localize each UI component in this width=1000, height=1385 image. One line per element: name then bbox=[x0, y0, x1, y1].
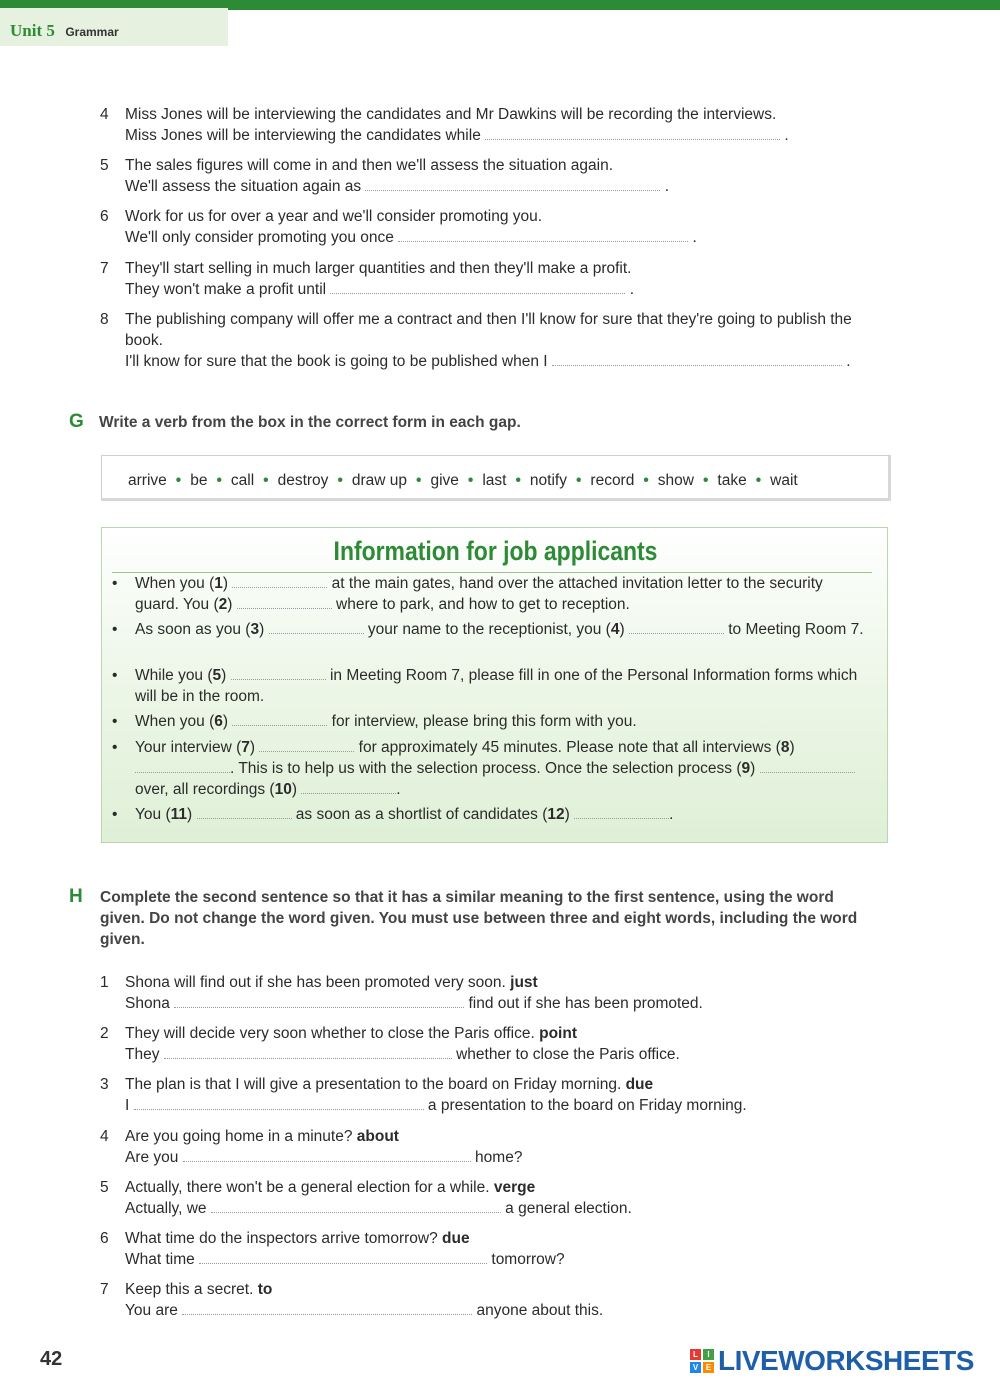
exercise-item bbox=[100, 258, 890, 300]
info-bullet bbox=[112, 711, 864, 732]
answer-end: home? bbox=[470, 1149, 523, 1166]
answer-sentence bbox=[125, 993, 890, 1014]
answer-sentence bbox=[125, 1300, 890, 1321]
item-body bbox=[125, 1023, 890, 1065]
bullet-dot: • bbox=[112, 575, 118, 592]
prompt-sentence bbox=[125, 1074, 890, 1095]
info-bullet bbox=[112, 573, 864, 615]
bullet-fragment: as soon as a shortlist of candidates bbox=[291, 806, 543, 823]
answer-end: find out if she has been promoted. bbox=[464, 995, 703, 1012]
item-body bbox=[125, 1279, 890, 1321]
bullet-fragment: to Meeting Room 7. bbox=[723, 621, 864, 638]
answer-sentence bbox=[125, 1147, 890, 1168]
answer-start: They bbox=[125, 1046, 164, 1063]
word-separator: • bbox=[643, 472, 649, 489]
bullet-fragment: When you bbox=[135, 713, 210, 730]
answer-start: I bbox=[125, 1097, 134, 1114]
answer-start: They won't make a profit until bbox=[125, 281, 331, 298]
gap-number: (9) bbox=[736, 760, 760, 777]
prompt-sentence: The sales figures will come in and then we'll assess the situation again. bbox=[125, 157, 614, 174]
section-g-instruction: Write a verb from the box in the correct form in each gap. bbox=[99, 414, 521, 431]
word-separator: • bbox=[216, 472, 222, 489]
bullet-text bbox=[135, 804, 864, 825]
bullet-fragment: at the main gates, hand over the attached invitation letter to the security guard. You bbox=[135, 575, 823, 613]
answer-start: We'll assess the situation again as bbox=[125, 178, 366, 195]
gap-number: (12) bbox=[542, 806, 575, 823]
word-separator: • bbox=[263, 472, 269, 489]
key-word: point bbox=[539, 1025, 577, 1042]
info-bullet bbox=[112, 619, 864, 640]
section-h-instruction: Complete the second sentence so that it has a similar meaning to the first sentence, using the word given. Do not change the word given. You must use between three and eight words, including the word given. bbox=[100, 889, 858, 948]
bullet-fragment: over, all recordings bbox=[135, 781, 270, 798]
prompt-sentence: They'll start selling in much larger quantities and then they'll make a profit. bbox=[125, 260, 632, 277]
answer-gap[interactable] bbox=[211, 1198, 501, 1213]
item-number: 8 bbox=[100, 311, 109, 328]
answer-end: whether to close the Paris office. bbox=[451, 1046, 680, 1063]
answer-gap[interactable] bbox=[183, 1147, 471, 1162]
transformation-item bbox=[100, 1126, 890, 1168]
prompt-sentence bbox=[125, 1126, 890, 1147]
box-word: draw up bbox=[351, 472, 408, 489]
box-word: last bbox=[482, 472, 507, 489]
item-body bbox=[125, 104, 890, 146]
prompt-sentence bbox=[125, 1279, 890, 1300]
word-box bbox=[101, 455, 891, 501]
page-number: 42 bbox=[40, 1348, 63, 1370]
answer-sentence bbox=[125, 125, 890, 146]
answer-gap[interactable] bbox=[301, 779, 396, 794]
answer-start: What time bbox=[125, 1251, 200, 1268]
bullet-fragment: While you bbox=[135, 667, 208, 684]
gap-number: (2) bbox=[213, 596, 237, 613]
answer-sentence bbox=[125, 1095, 890, 1116]
item-number: 5 bbox=[100, 1179, 109, 1196]
item-body bbox=[125, 1126, 890, 1168]
prompt-sentence: The publishing company will offer me a contract and then I'll know for sure that they're going to publish the book. bbox=[125, 311, 852, 349]
answer-gap[interactable] bbox=[629, 619, 724, 634]
info-title: Information for job applicants bbox=[333, 536, 658, 566]
sentence-text: The plan is that I will give a presentation to the board on Friday morning. bbox=[125, 1076, 626, 1093]
sentence-text: They will decide very soon whether to close the Paris office. bbox=[125, 1025, 540, 1042]
answer-start: We'll only consider promoting you once bbox=[125, 229, 399, 246]
gap-number: (4) bbox=[605, 621, 629, 638]
answer-gap[interactable] bbox=[398, 227, 688, 242]
bullet-fragment: Your interview bbox=[135, 739, 237, 756]
bullet-fragment: . bbox=[669, 806, 674, 823]
bullet-dot: • bbox=[112, 806, 118, 823]
item-number: 3 bbox=[100, 1076, 109, 1093]
prompt-sentence bbox=[125, 1023, 890, 1044]
sentence-text: What time do the inspectors arrive tomorrow? bbox=[125, 1230, 443, 1247]
answer-sentence bbox=[125, 1198, 890, 1219]
item-body bbox=[125, 206, 890, 248]
gap-number: (11) bbox=[165, 806, 197, 823]
bullet-fragment: your name to the receptionist, you bbox=[363, 621, 606, 638]
key-word: due bbox=[442, 1230, 470, 1247]
box-word: give bbox=[430, 472, 459, 489]
gap-number: (8) bbox=[775, 739, 795, 756]
answer-start: Actually, we bbox=[125, 1200, 211, 1217]
unit-label: Unit 5 bbox=[10, 21, 55, 40]
answer-end: . bbox=[780, 127, 789, 144]
bullet-fragment: where to park, and how to get to reception. bbox=[331, 596, 630, 613]
answer-gap[interactable] bbox=[232, 711, 327, 726]
prompt-sentence: Work for us for over a year and we'll consider promoting you. bbox=[125, 208, 543, 225]
section-label: Grammar bbox=[65, 25, 119, 39]
answer-sentence bbox=[125, 1249, 890, 1270]
word-separator: • bbox=[702, 472, 709, 489]
bullet-text bbox=[135, 573, 864, 615]
bullet-fragment: for interview, please bring this form with you. bbox=[327, 713, 637, 730]
item-body bbox=[125, 258, 890, 300]
transformation-item bbox=[100, 1023, 890, 1065]
bullet-text bbox=[135, 665, 864, 707]
exercise-item bbox=[100, 206, 890, 248]
answer-sentence bbox=[125, 176, 890, 197]
bullet-dot: • bbox=[112, 713, 118, 730]
answer-gap[interactable] bbox=[174, 993, 464, 1008]
answer-gap[interactable] bbox=[232, 573, 327, 588]
exercise-item bbox=[100, 155, 890, 197]
prompt-sentence bbox=[125, 1228, 890, 1249]
prompt-sentence bbox=[125, 1177, 890, 1198]
answer-sentence bbox=[125, 1044, 890, 1065]
answer-gap[interactable] bbox=[552, 351, 842, 366]
answer-end: a presentation to the board on Friday morning. bbox=[423, 1097, 747, 1114]
answer-gap[interactable] bbox=[269, 619, 364, 634]
gap-number: (5) bbox=[207, 667, 231, 684]
answer-gap[interactable] bbox=[231, 665, 326, 680]
word-separator: • bbox=[515, 472, 521, 489]
box-word: take bbox=[717, 472, 747, 489]
word-separator: • bbox=[416, 472, 422, 489]
answer-end: . bbox=[660, 178, 670, 195]
item-number: 5 bbox=[100, 157, 109, 174]
transformation-item bbox=[100, 1279, 890, 1321]
answer-end: a general election. bbox=[500, 1200, 632, 1217]
item-number: 4 bbox=[100, 106, 109, 123]
transformation-item bbox=[100, 972, 890, 1014]
item-number: 7 bbox=[100, 1281, 109, 1298]
exercise-item bbox=[100, 104, 890, 146]
answer-start: You are bbox=[125, 1302, 183, 1319]
answer-gap[interactable] bbox=[164, 1044, 452, 1059]
answer-gap[interactable] bbox=[237, 594, 332, 609]
answer-sentence bbox=[125, 227, 890, 248]
answer-sentence bbox=[125, 279, 890, 300]
box-word: notify bbox=[529, 472, 567, 489]
answer-end: . bbox=[841, 353, 851, 370]
bullet-fragment: . This is to help us with the selection process. Once the selection process bbox=[230, 760, 737, 777]
item-body bbox=[125, 1228, 890, 1270]
key-word: to bbox=[257, 1281, 273, 1298]
info-bullet bbox=[112, 737, 864, 800]
bullet-fragment: for approximately 45 minutes. Please note that all interviews bbox=[354, 739, 776, 756]
answer-end: anyone about this. bbox=[472, 1302, 604, 1319]
answer-gap[interactable] bbox=[365, 176, 660, 191]
answer-gap[interactable] bbox=[330, 279, 625, 294]
bullet-text bbox=[135, 711, 864, 732]
box-word: wait bbox=[770, 472, 798, 489]
bullet-dot: • bbox=[112, 621, 118, 638]
item-body bbox=[125, 972, 890, 1014]
answer-gap[interactable] bbox=[197, 804, 292, 819]
box-word: destroy bbox=[277, 472, 329, 489]
word-separator: • bbox=[175, 472, 182, 489]
answer-start: Miss Jones will be interviewing the candidates while bbox=[125, 127, 486, 144]
answer-start: Shona bbox=[125, 995, 175, 1012]
sentence-text: Are you going home in a minute? bbox=[125, 1128, 357, 1145]
bullet-fragment: When you bbox=[135, 575, 210, 592]
answer-gap[interactable] bbox=[259, 737, 354, 752]
key-word: due bbox=[625, 1076, 654, 1093]
sentence-text: Actually, there won't be a general election for a while. bbox=[125, 1179, 494, 1196]
item-number: 6 bbox=[100, 208, 109, 225]
info-bullet bbox=[112, 804, 864, 825]
logo-icon: L I V E bbox=[690, 1349, 714, 1373]
answer-gap[interactable] bbox=[135, 758, 230, 773]
gap-number: (6) bbox=[209, 713, 233, 730]
exercise-item bbox=[100, 309, 890, 372]
prompt-sentence bbox=[125, 972, 890, 993]
bullet-dot: • bbox=[112, 739, 118, 756]
bullet-fragment: You bbox=[135, 806, 166, 823]
info-box bbox=[101, 527, 888, 843]
key-word: just bbox=[510, 974, 538, 991]
bullet-fragment: As soon as you bbox=[135, 621, 246, 638]
sentence-text: Shona will find out if she has been promoted very soon. bbox=[125, 974, 511, 991]
item-number: 1 bbox=[100, 974, 109, 991]
bullet-fragment: . bbox=[396, 781, 401, 798]
gap-number: (10) bbox=[269, 781, 302, 798]
answer-gap[interactable] bbox=[574, 804, 669, 819]
answer-start: Are you bbox=[125, 1149, 183, 1166]
answer-start: I'll know for sure that the book is going to be published when I bbox=[125, 353, 552, 370]
logo-text: LIVEWORKSHEETS bbox=[718, 1345, 974, 1376]
key-word: about bbox=[356, 1128, 399, 1145]
transformation-item bbox=[100, 1074, 890, 1116]
answer-gap[interactable] bbox=[485, 125, 780, 140]
item-body bbox=[125, 1074, 890, 1116]
answer-gap[interactable] bbox=[199, 1249, 487, 1264]
word-separator: • bbox=[337, 472, 343, 489]
answer-sentence bbox=[125, 351, 890, 372]
section-g-letter: G bbox=[69, 411, 84, 432]
prompt-sentence: Miss Jones will be interviewing the candidates and Mr Dawkins will be recording the interviews. bbox=[125, 106, 777, 123]
unit-tab bbox=[0, 8, 228, 46]
liveworksheets-logo[interactable] bbox=[690, 1346, 974, 1376]
transformation-item bbox=[100, 1228, 890, 1270]
item-body bbox=[125, 155, 890, 197]
word-separator: • bbox=[575, 472, 582, 489]
item-body bbox=[125, 309, 890, 372]
answer-end: . bbox=[625, 281, 635, 298]
answer-gap[interactable] bbox=[760, 758, 855, 773]
answer-end: . bbox=[688, 229, 697, 246]
box-word: arrive bbox=[128, 472, 167, 489]
item-body bbox=[125, 1177, 890, 1219]
section-h-letter: H bbox=[69, 886, 83, 907]
box-word: show bbox=[657, 472, 694, 489]
gap-number: (1) bbox=[209, 575, 233, 592]
sentence-text: Keep this a secret. bbox=[125, 1281, 258, 1298]
bullet-text bbox=[135, 737, 864, 800]
bullet-text bbox=[135, 619, 864, 640]
box-word: be bbox=[190, 472, 208, 489]
item-number: 4 bbox=[100, 1128, 109, 1145]
word-separator: • bbox=[467, 472, 474, 489]
bullet-fragment: in Meeting Room 7, please fill in one of the Personal Information forms which will be in the room. bbox=[135, 667, 858, 705]
answer-gap[interactable] bbox=[134, 1095, 424, 1110]
box-word: call bbox=[230, 472, 255, 489]
bullet-dot: • bbox=[112, 667, 118, 684]
key-word: verge bbox=[493, 1179, 536, 1196]
word-separator: • bbox=[755, 472, 762, 489]
item-number: 7 bbox=[100, 260, 109, 277]
answer-end: tomorrow? bbox=[487, 1251, 565, 1268]
item-number: 2 bbox=[100, 1025, 109, 1042]
answer-gap[interactable] bbox=[182, 1300, 472, 1315]
gap-number: (3) bbox=[245, 621, 269, 638]
box-word: record bbox=[590, 472, 635, 489]
transformation-item bbox=[100, 1177, 890, 1219]
info-bullet bbox=[112, 665, 864, 707]
gap-number: (7) bbox=[236, 739, 260, 756]
item-number: 6 bbox=[100, 1230, 109, 1247]
